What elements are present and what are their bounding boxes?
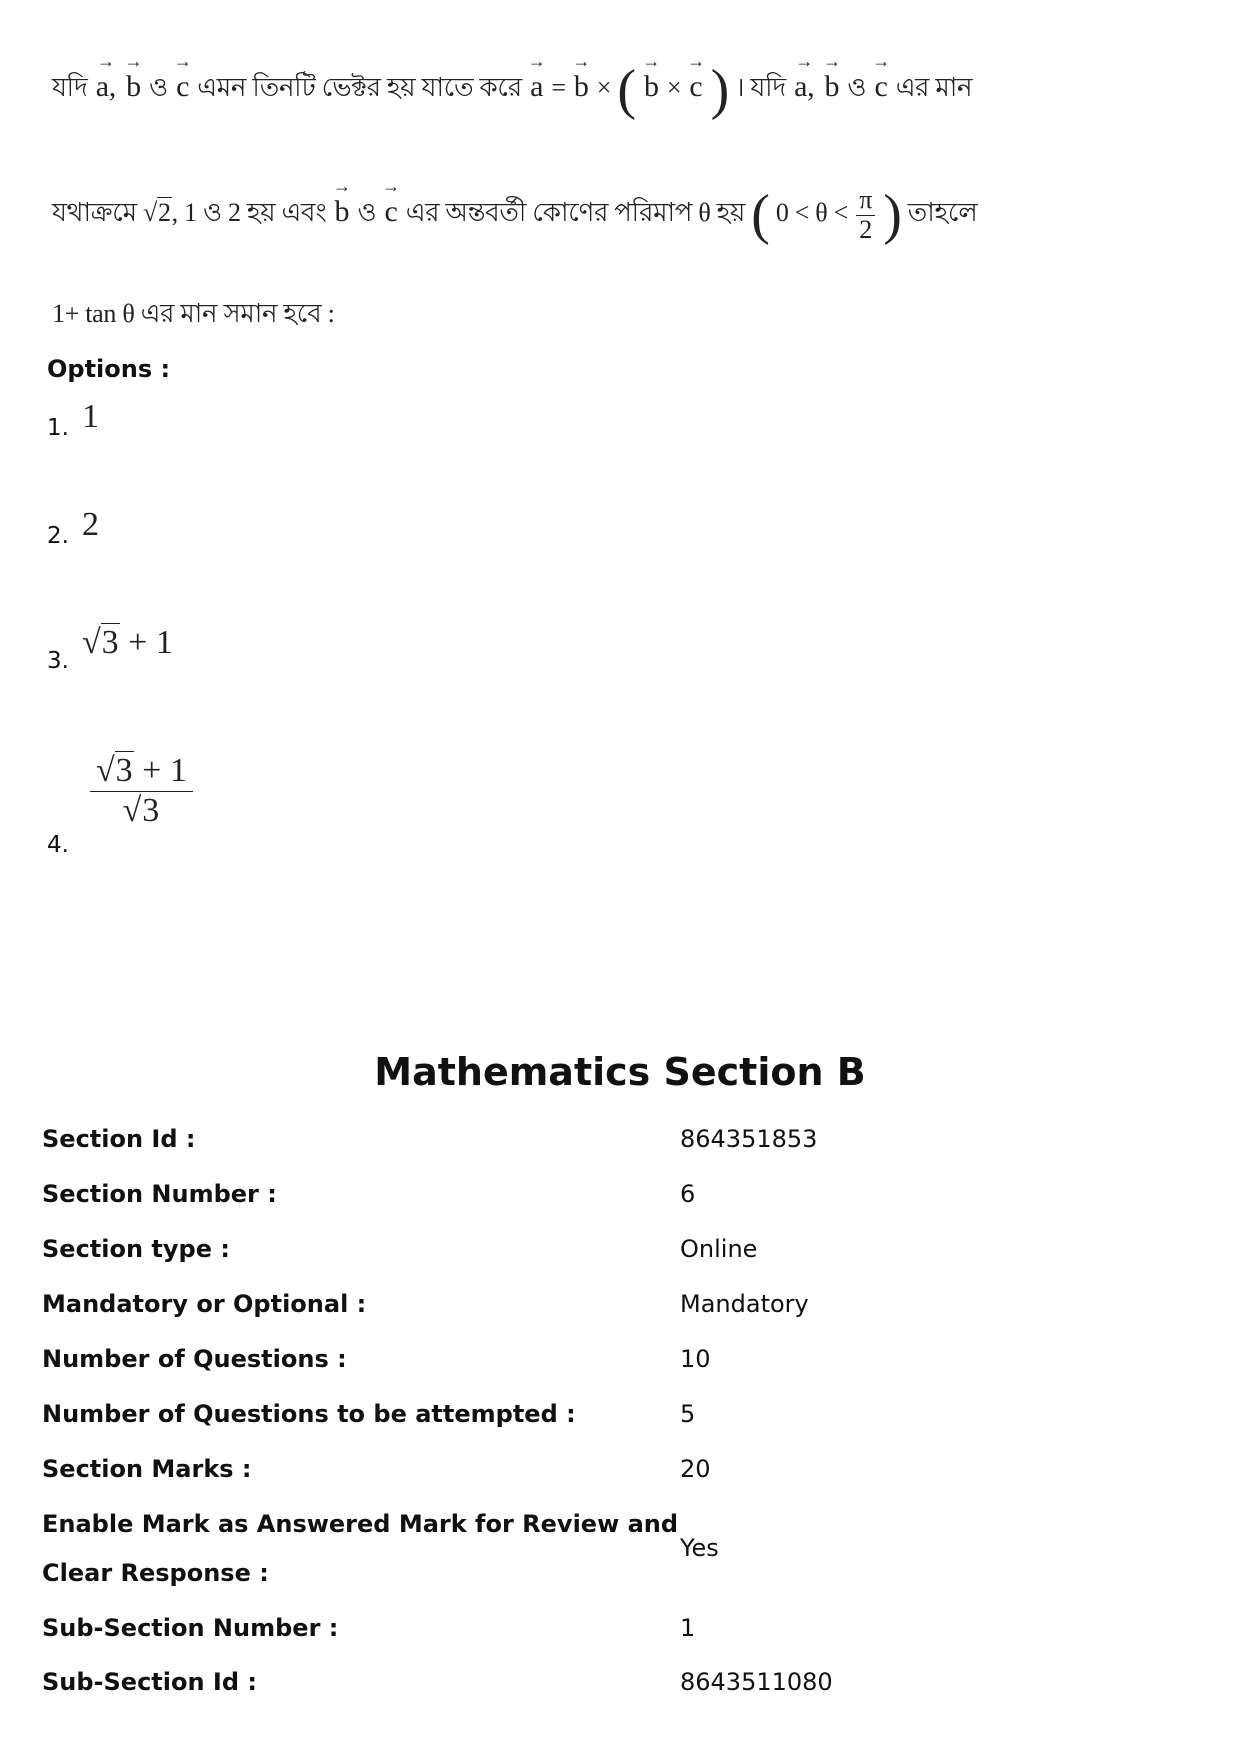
question-text: ও	[149, 72, 168, 102]
question-text: ও	[847, 72, 867, 102]
options-label: Options :	[47, 355, 171, 383]
sqrt-two: √2	[142, 198, 171, 228]
detail-value: 8643511080	[680, 1668, 833, 1696]
vector-c: → c	[874, 72, 887, 102]
question-line-2	[52, 184, 978, 247]
detail-value: 20	[680, 1455, 711, 1483]
magnitudes: , 1 ও 2	[171, 198, 241, 228]
detail-label: Section Number :	[42, 1180, 277, 1208]
fraction-denominator	[123, 792, 161, 829]
detail-label: Section Id :	[42, 1125, 196, 1153]
fraction-numerator	[90, 752, 193, 792]
option-number: 2.	[47, 523, 69, 549]
option-1-value[interactable]: 1	[82, 398, 99, 435]
question-text: যথাক্রমে	[52, 198, 137, 228]
detail-value: 10	[680, 1345, 711, 1373]
detail-label: Section Marks :	[42, 1455, 252, 1483]
radicand: 2	[157, 198, 171, 228]
question-text: যদি	[750, 72, 786, 102]
vector-b: → b	[825, 72, 840, 102]
detail-label: Number of Questions :	[42, 1345, 347, 1373]
close-paren: )	[883, 184, 902, 247]
option-number: 4.	[47, 832, 69, 858]
question-text: এমন তিনটি ভেক্টর হয় যাতে করে	[197, 72, 522, 102]
section-title: Mathematics Section B	[374, 1050, 866, 1094]
vector-c: → c	[176, 72, 189, 102]
detail-value: 1	[680, 1614, 696, 1642]
fraction-denominator: 2	[859, 214, 872, 244]
detail-value: 6	[680, 1180, 696, 1208]
danda: ।	[735, 72, 745, 102]
question-text: হয় এবং	[246, 198, 327, 228]
question-text: এর অন্তবর্তী কোণের পরিমাপ θ হয়	[405, 198, 746, 228]
question-text: ও	[357, 198, 377, 228]
question-text: যদি	[52, 72, 88, 102]
angle-condition: 0 < θ <	[775, 198, 848, 228]
sqrt-three: √3	[96, 752, 133, 789]
cross-product-sign: ×	[666, 72, 682, 102]
vector-b: → b	[644, 72, 659, 102]
vector-b: → b	[335, 197, 350, 227]
radicand: 3	[115, 752, 133, 789]
detail-label: Sub-Section Id :	[42, 1668, 257, 1696]
vector-b: → b	[126, 72, 141, 102]
open-paren: (	[751, 184, 770, 247]
question-line-1	[52, 59, 973, 121]
question-line-3: 1+ tan θ এর মান সমান হবে :	[52, 299, 335, 328]
open-paren: (	[617, 59, 636, 121]
fraction	[90, 752, 193, 830]
option-number: 3.	[47, 648, 69, 674]
option-4-value[interactable]	[88, 752, 195, 830]
pi-over-two	[856, 186, 875, 244]
option-2-value[interactable]: 2	[82, 506, 99, 543]
radicand: 3	[101, 624, 119, 661]
close-paren: )	[710, 59, 729, 121]
vector-b: → b	[574, 72, 589, 102]
detail-label: Number of Questions to be attempted :	[42, 1400, 576, 1428]
option-number: 1.	[47, 415, 69, 441]
radicand: 3	[142, 792, 160, 830]
detail-value: Yes	[680, 1534, 719, 1562]
detail-label: Section type :	[42, 1235, 230, 1263]
vector-a: → a	[530, 72, 543, 102]
question-text: এর মান	[895, 72, 973, 102]
detail-label: Mandatory or Optional :	[42, 1290, 367, 1318]
plus-one: + 1	[128, 624, 173, 661]
fraction-numerator: π	[856, 186, 875, 216]
detail-label: Sub-Section Number :	[42, 1614, 339, 1642]
sqrt-three: √3	[82, 624, 119, 661]
vector-c: → c	[689, 72, 702, 102]
detail-value: 5	[680, 1400, 696, 1428]
question-text: তাহলে	[907, 198, 978, 228]
detail-label: Clear Response :	[42, 1559, 269, 1587]
vector-a: → a,	[794, 72, 814, 102]
sqrt-three: √3	[122, 792, 160, 830]
detail-value: Online	[680, 1235, 758, 1263]
equals-sign: =	[551, 72, 566, 102]
vector-a: → a,	[96, 72, 116, 102]
plus-one: + 1	[142, 752, 187, 789]
detail-value: Mandatory	[680, 1290, 809, 1318]
cross-product-sign: ×	[596, 72, 612, 102]
vector-c: → c	[385, 197, 398, 227]
detail-value: 864351853	[680, 1125, 818, 1153]
option-3-value[interactable]	[82, 624, 173, 662]
detail-label: Enable Mark as Answered Mark for Review and	[42, 1510, 679, 1538]
